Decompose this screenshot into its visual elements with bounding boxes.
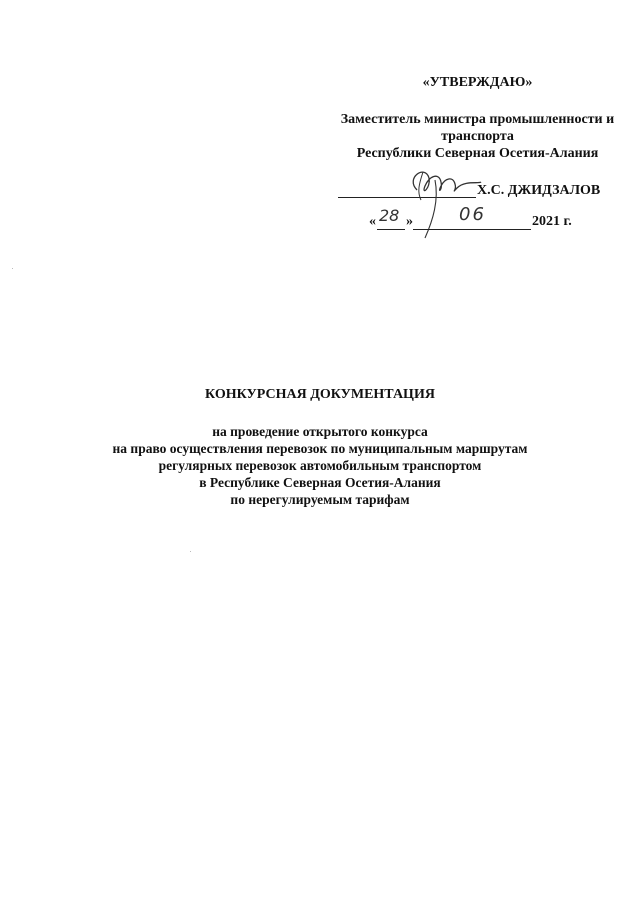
subtitle-line-2: на право осуществления перевозок по муниципальным маршрутам: [112, 441, 528, 456]
day-underline: [377, 229, 405, 230]
document-subtitle: [80, 423, 560, 508]
date-open-quote: «: [369, 214, 376, 229]
month-underline: [413, 229, 531, 230]
scan-speck: [190, 551, 191, 552]
approval-block: [325, 74, 630, 162]
date-year: 2021 г.: [532, 214, 572, 229]
signer-position-line-2: транспорта: [441, 129, 514, 144]
approval-date: [369, 204, 599, 236]
signer-name: Х.С. ДЖИДЗАЛОВ: [477, 183, 601, 198]
signer-position-line-3: Республики Северная Осетия-Алания: [356, 146, 599, 161]
approval-stamp: «УТВЕРЖДАЮ»: [422, 75, 533, 90]
date-month: 06: [459, 204, 486, 225]
scan-speck: [12, 268, 13, 269]
document-title: КОНКУРСНАЯ ДОКУМЕНТАЦИЯ: [205, 387, 435, 402]
subtitle-line-3: регулярных перевозок автомобильным транспортом: [158, 458, 482, 473]
date-close-quote: »: [406, 214, 413, 229]
signer-position-line-1: Заместитель министра промышленности и: [340, 112, 615, 127]
subtitle-line-1: на проведение открытого конкурса: [212, 424, 428, 439]
date-day: 28: [379, 206, 400, 225]
subtitle-line-4: в Республике Северная Осетия-Алания: [199, 475, 441, 490]
subtitle-line-5: по нерегулируемым тарифам: [230, 492, 410, 507]
